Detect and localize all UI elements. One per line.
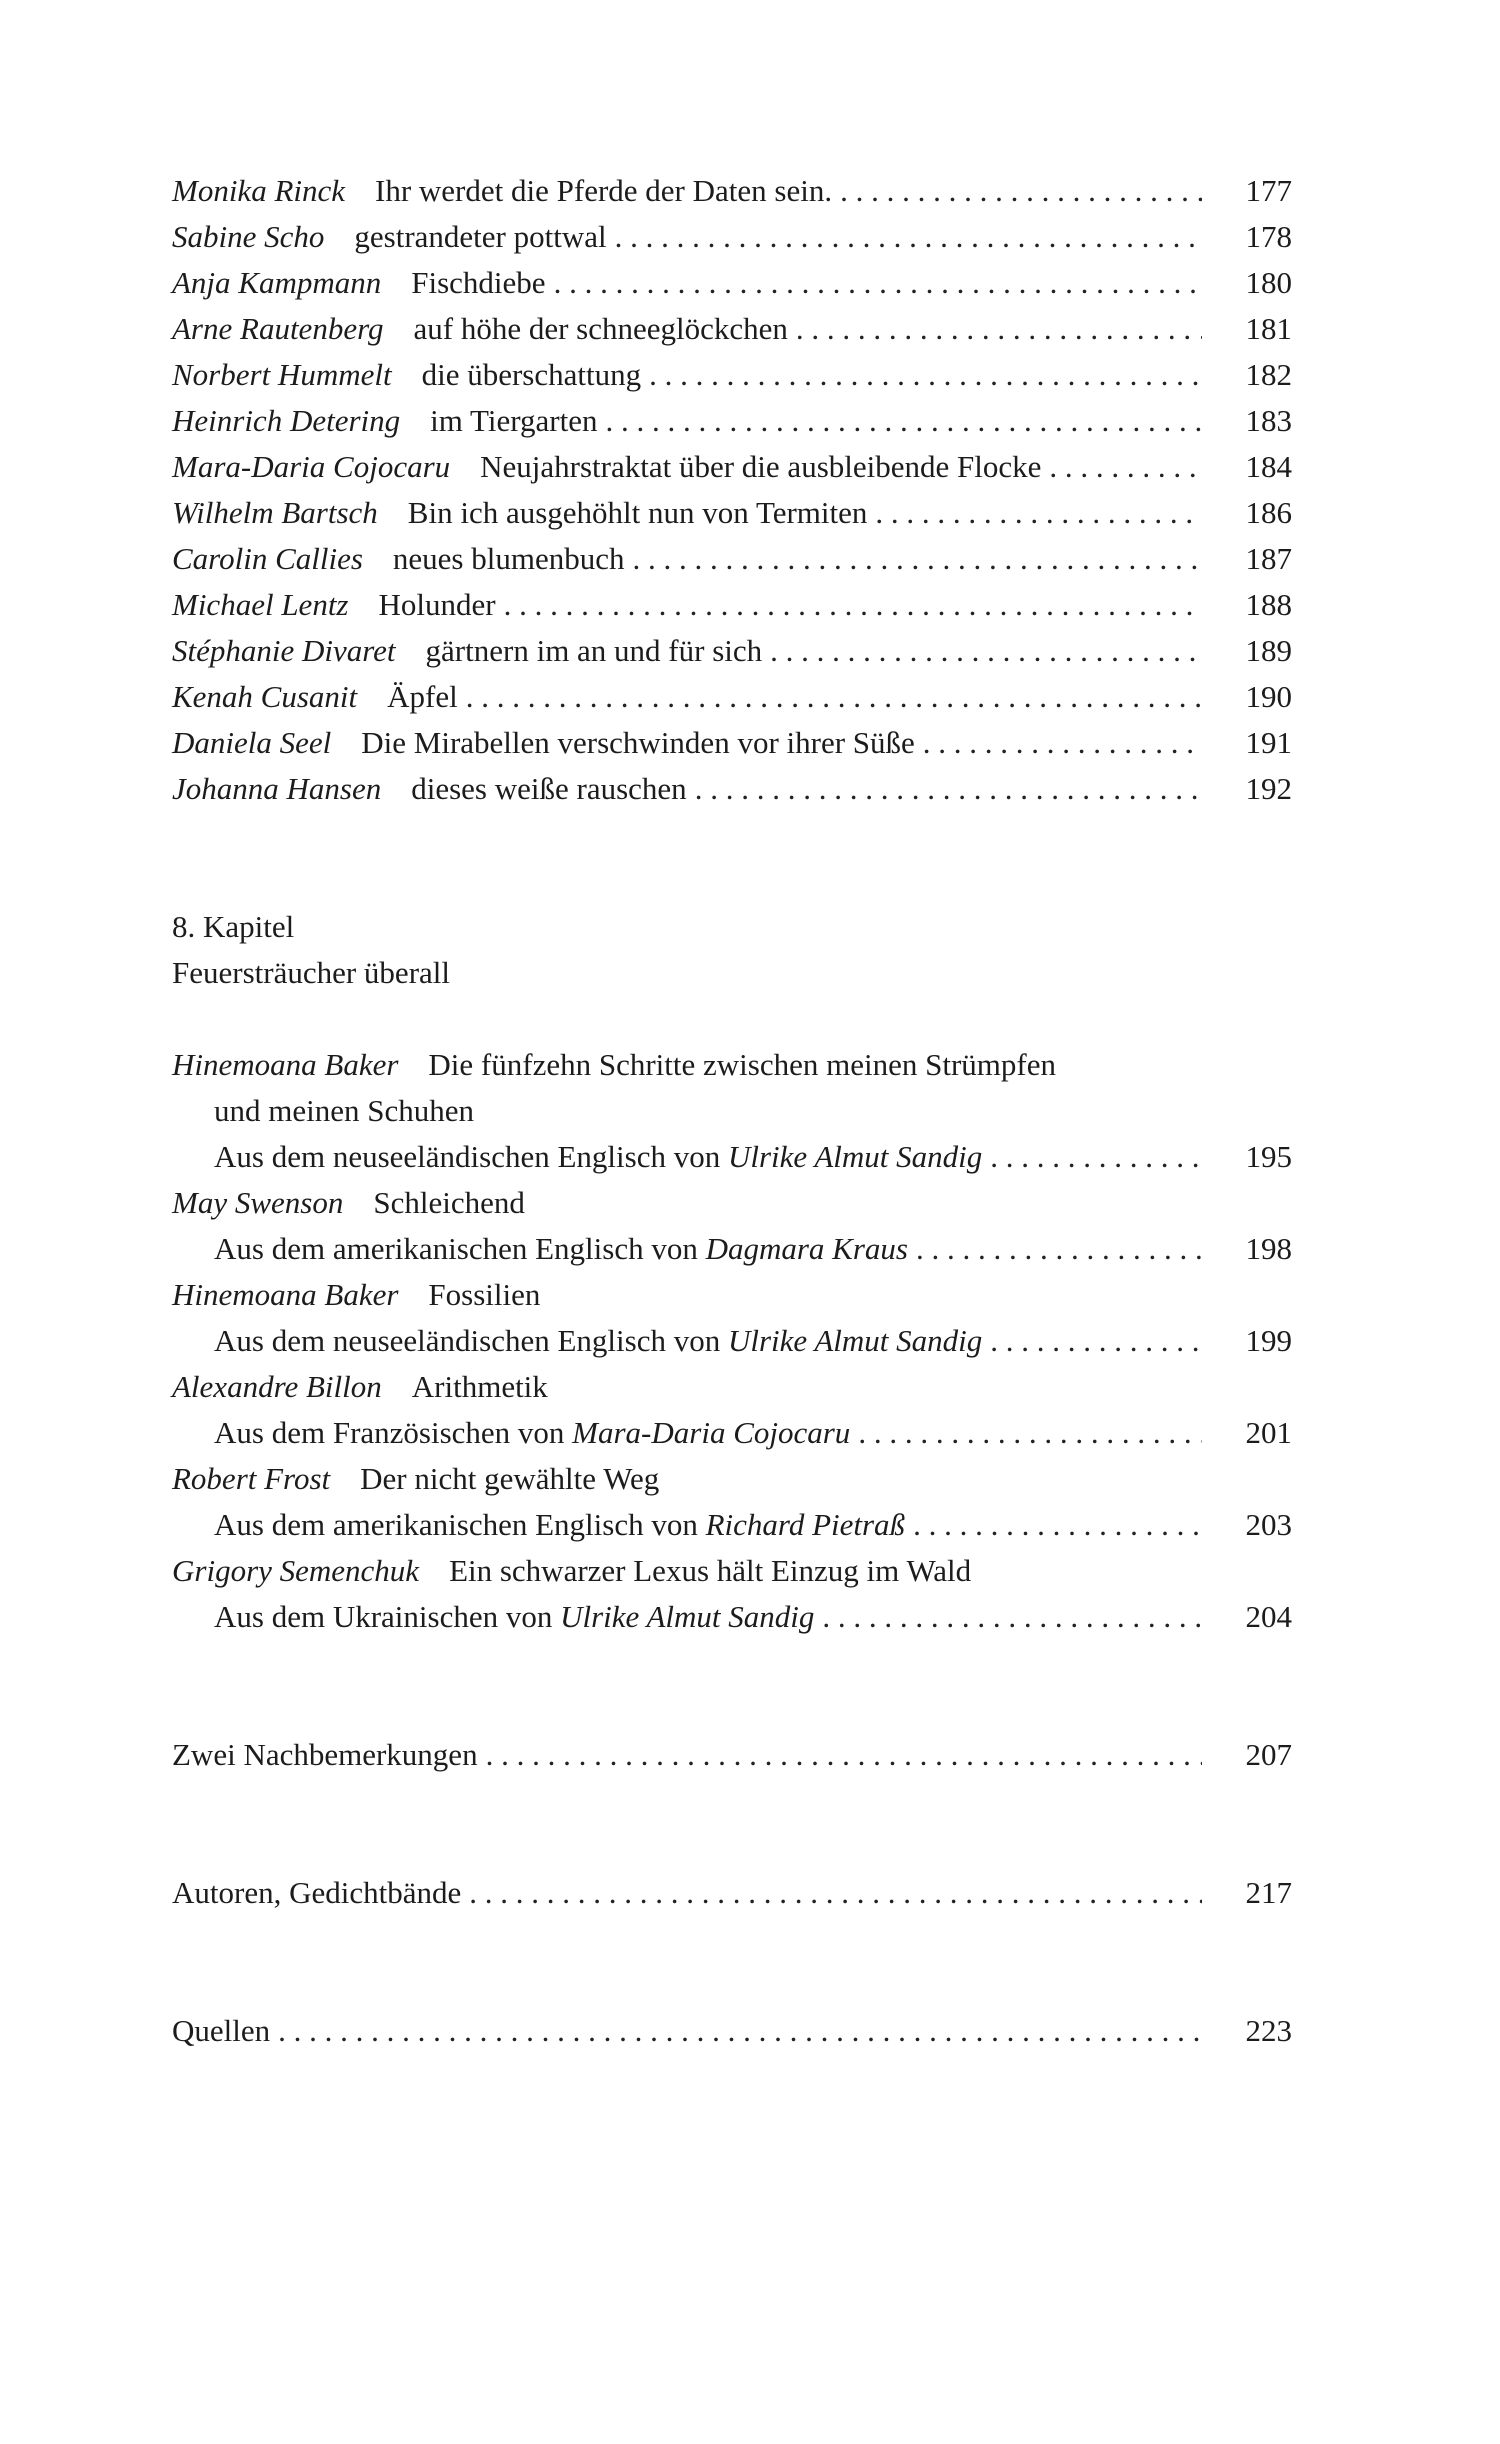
entry-page: 177	[1245, 173, 1292, 208]
entry-translation	[172, 1410, 1292, 1456]
chapter-entries	[172, 1042, 1292, 1640]
entry-title: dieses weiße rauschen	[411, 771, 687, 806]
entry-title-continued	[172, 1088, 1292, 1134]
leader-dots	[840, 168, 1202, 214]
translation-prefix: Aus dem Ukrainischen von	[214, 1599, 553, 1634]
entry-page: 190	[1245, 679, 1292, 714]
toc-entry[interactable]	[172, 260, 1292, 306]
entry-head	[172, 1364, 1292, 1410]
leader-dots	[278, 2008, 1202, 2054]
entry-author: Arne Rautenberg	[172, 311, 384, 346]
table-of-contents	[172, 168, 1292, 2054]
entry-page: 203	[1245, 1507, 1292, 1542]
entry-author: Mara-Daria Cojocaru	[172, 449, 451, 484]
entry-page: 180	[1245, 265, 1292, 300]
section-title: Zwei Nachbemerkungen	[172, 1737, 478, 1772]
translator-name: Mara-Daria Cojocaru	[572, 1415, 851, 1450]
leader-dots	[916, 1226, 1202, 1272]
entry-author: Daniela Seel	[172, 725, 332, 760]
translator-name: Ulrike Almut Sandig	[727, 1323, 983, 1358]
entry-page: 184	[1245, 449, 1292, 484]
entry-title: auf höhe der schneeglöckchen	[413, 311, 788, 346]
section-title: Quellen	[172, 2013, 271, 2048]
leader-dots	[606, 398, 1203, 444]
toc-entry[interactable]	[172, 1042, 1292, 1180]
entry-head	[172, 1042, 1292, 1088]
entry-page: 181	[1245, 311, 1292, 346]
entry-author: Kenah Cusanit	[172, 679, 358, 714]
leader-dots	[875, 490, 1202, 536]
translation-prefix: Aus dem amerikanischen Englisch von	[214, 1231, 698, 1266]
entry-author: Anja Kampmann	[172, 265, 382, 300]
toc-entry[interactable]	[172, 306, 1292, 352]
entry-author: Carolin Callies	[172, 541, 363, 576]
entry-page: 191	[1245, 725, 1292, 760]
entry-title: Ihr werdet die Pferde der Daten sein.	[375, 173, 833, 208]
translator-name: Dagmara Kraus	[705, 1231, 908, 1266]
leader-dots	[469, 1870, 1202, 1916]
entry-translation	[172, 1226, 1292, 1272]
toc-list-top	[172, 168, 1292, 812]
entry-author: Monika Rinck	[172, 173, 346, 208]
leader-dots	[990, 1134, 1202, 1180]
translation-prefix: Aus dem neuseeländischen Englisch von	[214, 1323, 721, 1358]
entry-translation	[172, 1502, 1292, 1548]
toc-entry[interactable]	[172, 766, 1292, 812]
leader-dots	[822, 1594, 1202, 1640]
entry-page: 183	[1245, 403, 1292, 438]
toc-entry[interactable]	[172, 1180, 1292, 1272]
entry-author: Grigory Semenchuk	[172, 1553, 420, 1588]
translator-name: Ulrike Almut Sandig	[560, 1599, 815, 1634]
entry-head	[172, 1272, 1292, 1318]
entry-head	[172, 1548, 1292, 1594]
leader-dots	[504, 582, 1202, 628]
entry-author: Hinemoana Baker	[172, 1047, 399, 1082]
entry-author: Sabine Scho	[172, 219, 325, 254]
entry-title: gärtnern im an und für sich	[425, 633, 763, 668]
entry-page: 182	[1245, 357, 1292, 392]
section-page: 223	[1245, 2013, 1292, 2048]
toc-entry[interactable]	[172, 536, 1292, 582]
chapter-title: Feuersträucher überall	[172, 955, 451, 990]
entry-author: Robert Frost	[172, 1461, 331, 1496]
leader-dots	[770, 628, 1202, 674]
section-page: 207	[1245, 1737, 1292, 1772]
entry-title: Ein schwarzer Lexus hält Einzug im Wald	[449, 1553, 972, 1588]
entry-title: Fischdiebe	[411, 265, 546, 300]
entry-title: die überschattung	[421, 357, 642, 392]
leader-dots	[649, 352, 1202, 398]
toc-entry[interactable]	[172, 398, 1292, 444]
toc-entry[interactable]	[172, 352, 1292, 398]
entry-title: im Tiergarten	[430, 403, 598, 438]
entry-title: neues blumenbuch	[392, 541, 625, 576]
toc-entry[interactable]	[172, 1364, 1292, 1456]
entry-head	[172, 1456, 1292, 1502]
entry-translation	[172, 1318, 1292, 1364]
toc-entry[interactable]	[172, 168, 1292, 214]
entry-title: Schleichend	[373, 1185, 525, 1220]
translator-name: Richard Pietraß	[705, 1507, 906, 1542]
section-title: Autoren, Gedichtbände	[172, 1875, 462, 1910]
entry-translation	[172, 1134, 1292, 1180]
entry-page: 189	[1245, 633, 1292, 668]
entry-page: 198	[1245, 1231, 1292, 1266]
toc-entry[interactable]	[172, 582, 1292, 628]
leader-dots	[695, 766, 1202, 812]
entry-title: Bin ich ausgehöhlt nun von Termiten	[407, 495, 868, 530]
leader-dots	[913, 1502, 1202, 1548]
toc-section-quellen[interactable]	[172, 2008, 1292, 2054]
leader-dots	[486, 1732, 1202, 1778]
leader-dots	[923, 720, 1202, 766]
entry-translation	[172, 1594, 1292, 1640]
entry-author: Hinemoana Baker	[172, 1277, 399, 1312]
entry-page: 204	[1245, 1599, 1292, 1634]
toc-entry[interactable]	[172, 444, 1292, 490]
leader-dots	[632, 536, 1202, 582]
entry-author: May Swenson	[172, 1185, 344, 1220]
entry-title: Die Mirabellen verschwinden vor ihrer Süße	[361, 725, 915, 760]
translation-prefix: Aus dem Französischen von	[214, 1415, 565, 1450]
toc-entry[interactable]	[172, 214, 1292, 260]
entry-page: 201	[1245, 1415, 1292, 1450]
entry-author: Alexandre Billon	[172, 1369, 382, 1404]
entry-title: Neujahrstraktat über die ausbleibende Flocke	[480, 449, 1042, 484]
toc-entry[interactable]	[172, 674, 1292, 720]
toc-entry[interactable]	[172, 1456, 1292, 1548]
translation-prefix: Aus dem neuseeländischen Englisch von	[214, 1139, 721, 1174]
leader-dots	[990, 1318, 1202, 1364]
chapter-heading	[172, 904, 1292, 1042]
entry-title: Fossilien	[428, 1277, 541, 1312]
toc-entry[interactable]	[172, 628, 1292, 674]
entry-title: Der nicht gewählte Weg	[360, 1461, 660, 1496]
entry-author: Stéphanie Divaret	[172, 633, 396, 668]
translation-prefix: Aus dem amerikanischen Englisch von	[214, 1507, 698, 1542]
entry-page: 188	[1245, 587, 1292, 622]
leader-dots	[466, 674, 1202, 720]
entry-title: Holunder	[378, 587, 496, 622]
entry-page: 195	[1245, 1139, 1292, 1174]
entry-author: Johanna Hansen	[172, 771, 382, 806]
entry-author: Michael Lentz	[172, 587, 349, 622]
toc-section-nachbemerkungen[interactable]	[172, 1732, 1292, 1778]
leader-dots	[1049, 444, 1202, 490]
entry-title: Äpfel	[387, 679, 458, 714]
toc-entry[interactable]	[172, 490, 1292, 536]
entry-author: Norbert Hummelt	[172, 357, 392, 392]
entry-title: gestrandeter pottwal	[354, 219, 607, 254]
entry-head	[172, 1180, 1292, 1226]
toc-entry[interactable]	[172, 1548, 1292, 1640]
section-page: 217	[1245, 1875, 1292, 1910]
entry-author: Heinrich Detering	[172, 403, 401, 438]
entry-page: 178	[1245, 219, 1292, 254]
leader-dots	[858, 1410, 1202, 1456]
entry-page: 187	[1245, 541, 1292, 576]
entry-page: 199	[1245, 1323, 1292, 1358]
toc-entry[interactable]	[172, 720, 1292, 766]
entry-page: 192	[1245, 771, 1292, 806]
entry-title: Die fünfzehn Schritte zwischen meinen Strümpfen	[428, 1047, 1056, 1082]
entry-page: 186	[1245, 495, 1292, 530]
leader-dots	[796, 306, 1202, 352]
leader-dots	[615, 214, 1202, 260]
entry-title: Arithmetik	[411, 1369, 548, 1404]
translator-name: Ulrike Almut Sandig	[727, 1139, 983, 1174]
toc-entry[interactable]	[172, 1272, 1292, 1364]
entry-title-cont: und meinen Schuhen	[214, 1093, 475, 1128]
toc-section-autoren[interactable]	[172, 1870, 1292, 1916]
leader-dots	[554, 260, 1202, 306]
chapter-number: 8. Kapitel	[172, 909, 295, 944]
entry-author: Wilhelm Bartsch	[172, 495, 378, 530]
